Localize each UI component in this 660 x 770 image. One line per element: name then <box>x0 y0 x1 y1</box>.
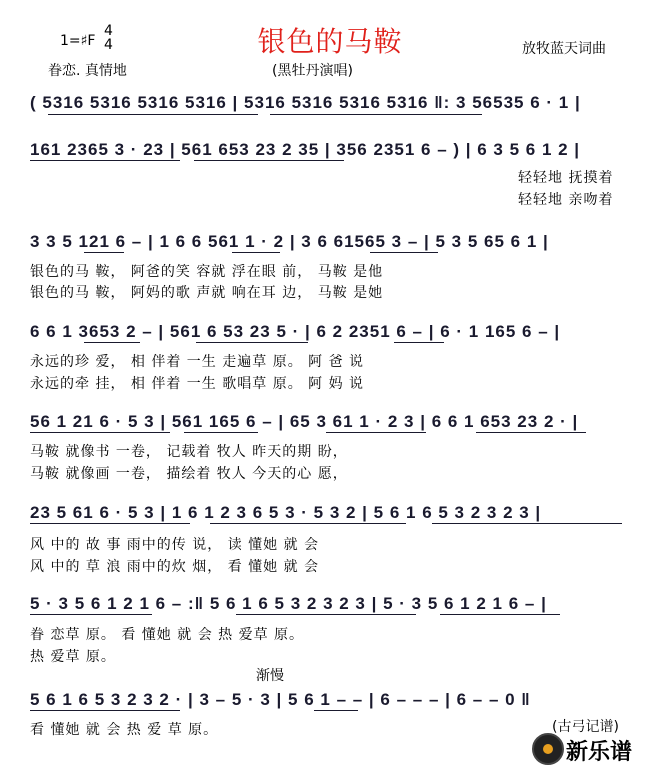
underline <box>432 523 622 524</box>
notation-line-5: 56 1 21 6 · 5 3 | 561 165 6 – | 65 3 61 1 · 2 3 | 6 6 1 653 23 2 · | <box>30 412 579 431</box>
tempo-marking: 渐慢 <box>256 668 284 684</box>
notation-line-3: 3 3 5 121 6 – | 1 6 6 561 1 · 2 | 3 6 61565 3 – | 5 3 5 65 6 1 | <box>30 232 549 251</box>
transcriber: (古弓记谱) <box>552 719 619 735</box>
performer: (黑牡丹演唱) <box>272 63 353 79</box>
credits: 放牧蓝天词曲 <box>522 41 606 57</box>
underline <box>84 342 140 343</box>
underline <box>30 523 190 524</box>
underline <box>314 710 358 711</box>
underline <box>184 432 258 433</box>
underline <box>210 523 406 524</box>
underline <box>84 252 124 253</box>
underline <box>476 432 586 433</box>
lyric-line-2a: 轻轻地 抚摸着 <box>518 170 614 186</box>
underline <box>30 614 152 615</box>
notation-line-4: 6 6 1 3653 2 – | 561 6 53 23 5 · | 6 2 2351 6 – | 6 · 1 165 6 – | <box>30 322 561 341</box>
underline <box>232 252 280 253</box>
expression-marking: 眷恋. 真情地 <box>48 63 127 79</box>
notation-line-1: ( 5316 5316 5316 5316 | 5316 5316 5316 5316 ‖: 3 56535 6 · 1 | <box>30 93 581 112</box>
underline <box>370 252 438 253</box>
lyric-line-4b: 永远的牵 挂， 相 伴着 一生 歌唱草 原。 阿 妈 说 <box>30 376 365 392</box>
underline <box>48 114 258 115</box>
disc-logo-icon <box>532 733 564 765</box>
lyric-line-8: 看 懂她 就 会 热 爱 草 原。 <box>30 722 219 738</box>
underline <box>236 614 416 615</box>
lyric-line-5b: 马鞍 就像画 一卷， 描绘着 牧人 今天的心 愿， <box>30 466 348 482</box>
lyric-line-7b: 热 爱草 原。 <box>30 649 116 665</box>
underline <box>30 432 170 433</box>
underline <box>394 342 444 343</box>
notation-line-6: 23 5 61 6 · 5 3 | 1 6 1 2 3 6 5 3 · 5 3 2 | 5 6 1 6 5 3 2 3 2 3 | <box>30 503 542 522</box>
time-signature-denominator: 4 <box>104 37 113 53</box>
underline <box>326 432 426 433</box>
lyric-line-4a: 永远的珍 爱， 相 伴着 一生 走遍草 原。 阿 爸 说 <box>30 354 365 370</box>
underline <box>270 114 482 115</box>
key-signature: 1=♯F <box>60 33 96 49</box>
lyric-line-6a: 风 中的 故 事 雨中的传 说， 读 懂她 就 会 <box>30 537 320 553</box>
lyric-line-3b: 银色的马 鞍， 阿妈的歌 声就 响在耳 边， 马鞍 是她 <box>30 285 384 301</box>
underline <box>30 710 180 711</box>
underline <box>440 614 560 615</box>
notation-line-2: 161 2365 3 · 23 | 561 653 23 2 35 | 356 2351 6 – ) | 6 3 5 6 1 2 | <box>30 140 581 159</box>
time-signature-numerator: 4 <box>104 23 113 39</box>
lyric-line-3a: 银色的马 鞍， 阿爸的笑 容就 浮在眼 前， 马鞍 是他 <box>30 264 384 280</box>
underline <box>30 160 180 161</box>
song-title: 银色的马鞍 <box>257 25 403 58</box>
lyric-line-6b: 风 中的 草 浪 雨中的炊 烟， 看 懂她 就 会 <box>30 559 320 575</box>
notation-line-7: 5 · 3 5 6 1 2 1 6 – :‖ 5 6 1 6 5 3 2 3 2 3 | 5 · 3 5 6 1 2 1 6 – | <box>30 594 547 613</box>
lyric-line-7a: 眷 恋草 原。 看 懂她 就 会 热 爱草 原。 <box>30 627 305 643</box>
underline <box>196 342 308 343</box>
lyric-line-5a: 马鞍 就像书 一卷， 记载着 牧人 昨天的期 盼， <box>30 444 348 460</box>
brand-logo: 新乐谱 <box>566 740 633 765</box>
underline <box>194 160 344 161</box>
notation-line-8: 5 6 1 6 5 3 2 3 2 · | 3 – 5 · 3 | 5 6 1 – – | 6 – – – | 6 – – 0 ‖ <box>30 690 531 709</box>
lyric-line-2b: 轻轻地 亲吻着 <box>518 192 614 208</box>
